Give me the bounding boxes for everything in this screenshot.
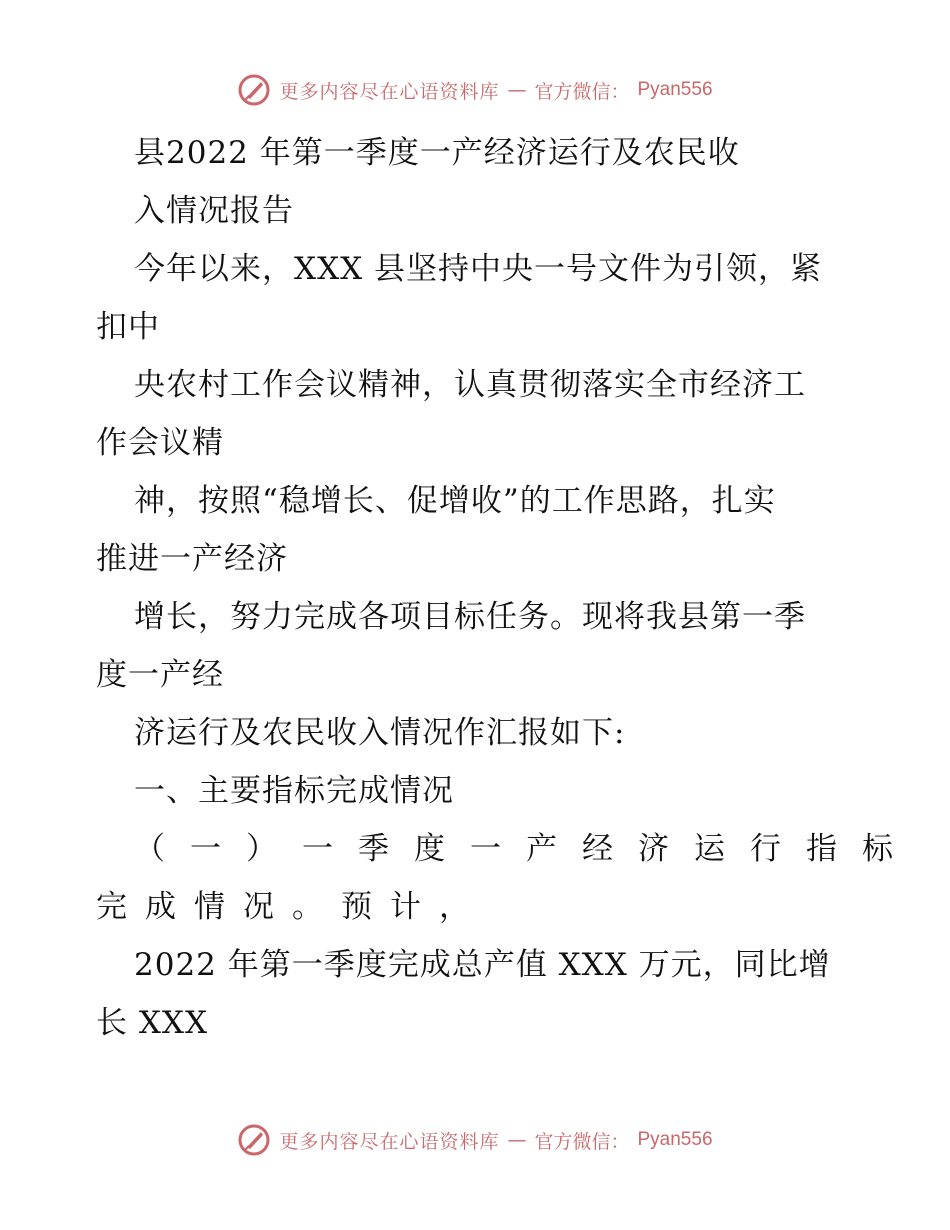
subsection-heading: （一）一季度一产经济运行指标 [134,831,918,867]
quill-logo-icon [237,1123,271,1157]
paragraph-line: 济运行及农民收入情况作汇报如下: [134,715,626,751]
watermark-text: 更多内容尽在心语资料库 [279,80,500,103]
footer-watermark [0,1120,950,1160]
paragraph-line: 作会议精 [96,425,224,461]
watermark-wechat-label: 官方微信： [534,80,630,103]
watermark-wechat-id: Pyan556 [637,1129,713,1150]
watermark-dash: — [507,79,527,101]
section-heading: 一、主要指标完成情况 [134,773,454,809]
header-watermark [0,70,950,110]
watermark-wechat-id: Pyan556 [637,79,713,100]
watermark-wechat-label: 官方微信： [534,1130,630,1153]
title-line-2: 入情况报告 [134,193,294,229]
paragraph-line: 央农村工作会议精神，认真贯彻落实全市经济工 [134,367,806,403]
paragraph-line: 完成情况。预计， [96,889,488,925]
paragraph-line: 扣中 [96,309,160,345]
title-line-1: 县2022 年第一季度一产经济运行及农民收 [134,135,740,171]
quill-logo-icon [237,73,271,107]
watermark-text: 更多内容尽在心语资料库 [279,1130,500,1153]
paragraph-line: 神，按照“稳增长、促增收”的工作思路，扎实 [134,483,776,519]
paragraph-line: 推进一产经济 [96,541,288,577]
paragraph-line: 2022 年第一季度完成总产值 XXX 万元，同比增 [134,947,831,983]
document-body [96,124,918,1052]
paragraph-line: 度一产经 [96,657,224,693]
paragraph-line: 今年以来，XXX 县坚持中央一号文件为引领，紧 [134,251,823,287]
watermark-dash: — [507,1129,527,1151]
paragraph-line: 增长，努力完成各项目标任务。现将我县第一季 [134,599,806,635]
paragraph-line: 长 XXX [96,1005,209,1041]
